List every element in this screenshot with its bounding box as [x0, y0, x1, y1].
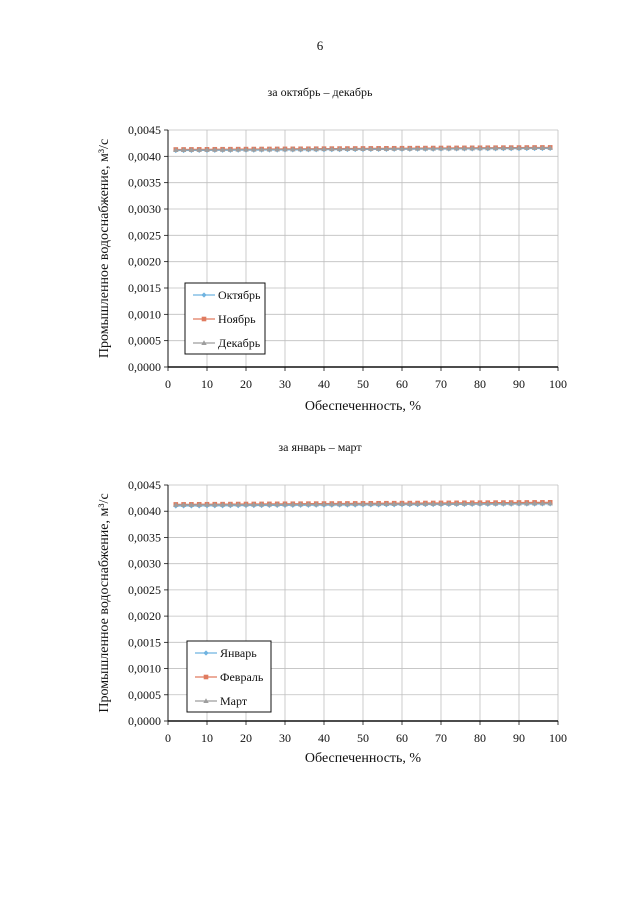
- y-tick-label: 0,0020: [128, 254, 161, 269]
- y-tick-label: 0,0025: [128, 582, 161, 597]
- x-tick-label: 30: [279, 377, 291, 391]
- x-tick-label: 90: [513, 731, 525, 745]
- legend-label: Февраль: [220, 670, 264, 684]
- x-tick-label: 80: [474, 377, 486, 391]
- x-tick-label: 20: [240, 731, 252, 745]
- y-tick-label: 0,0015: [128, 635, 161, 650]
- x-tick-label: 60: [396, 731, 408, 745]
- x-tick-label: 10: [201, 731, 213, 745]
- chart-title: за январь – март: [278, 440, 362, 454]
- y-tick-label: 0,0040: [128, 149, 161, 164]
- legend-label: Ноябрь: [218, 312, 256, 326]
- x-tick-label: 0: [165, 377, 171, 391]
- y-tick-label: 0,0040: [128, 504, 161, 519]
- y-tick-label: 0,0035: [128, 530, 161, 545]
- y-axis-label: Промышленное водоснабжение, м³/с: [97, 138, 112, 359]
- legend-label: Январь: [220, 646, 257, 660]
- x-axis-label: Обеспеченность, %: [304, 751, 422, 766]
- y-tick-label: 0,0000: [128, 714, 161, 728]
- y-tick-label: 0,0015: [128, 281, 161, 295]
- y-tick-label: 0,0005: [128, 333, 161, 348]
- legend-label: Март: [220, 694, 248, 708]
- x-tick-label: 20: [240, 377, 252, 391]
- legend-label: Декабрь: [218, 336, 261, 350]
- y-tick-label: 0,0030: [128, 202, 161, 216]
- x-tick-label: 100: [549, 377, 567, 391]
- y-tick-label: 0,0035: [128, 175, 161, 190]
- x-tick-label: 90: [513, 377, 525, 391]
- x-tick-label: 60: [396, 377, 408, 391]
- y-tick-label: 0,0000: [128, 360, 161, 374]
- y-tick-label: 0,0045: [128, 478, 161, 492]
- x-tick-label: 70: [435, 731, 447, 745]
- x-tick-label: 40: [318, 377, 330, 391]
- x-tick-label: 100: [549, 731, 567, 745]
- chart-title: за октябрь – декабрь: [267, 85, 373, 99]
- x-tick-label: 70: [435, 377, 447, 391]
- y-tick-label: 0,0010: [128, 661, 161, 676]
- x-tick-label: 50: [357, 377, 369, 391]
- legend-label: Октябрь: [218, 288, 261, 302]
- y-tick-label: 0,0045: [128, 123, 161, 137]
- x-tick-label: 0: [165, 731, 171, 745]
- page-number: 6: [316, 38, 324, 53]
- y-tick-label: 0,0005: [128, 687, 161, 702]
- legend: [187, 641, 271, 712]
- y-axis-label: Промышленное водоснабжение, м³/с: [97, 493, 112, 713]
- y-tick-label: 0,0010: [128, 307, 161, 322]
- x-tick-label: 80: [474, 731, 486, 745]
- legend-marker: [204, 675, 209, 680]
- y-tick-label: 0,0025: [128, 228, 161, 243]
- y-tick-label: 0,0020: [128, 609, 161, 624]
- x-axis-label: Обеспеченность, %: [304, 399, 422, 414]
- x-tick-label: 30: [279, 731, 291, 745]
- x-tick-label: 10: [201, 377, 213, 391]
- y-tick-label: 0,0030: [128, 556, 161, 571]
- x-tick-label: 50: [357, 731, 369, 745]
- x-tick-label: 40: [318, 731, 330, 745]
